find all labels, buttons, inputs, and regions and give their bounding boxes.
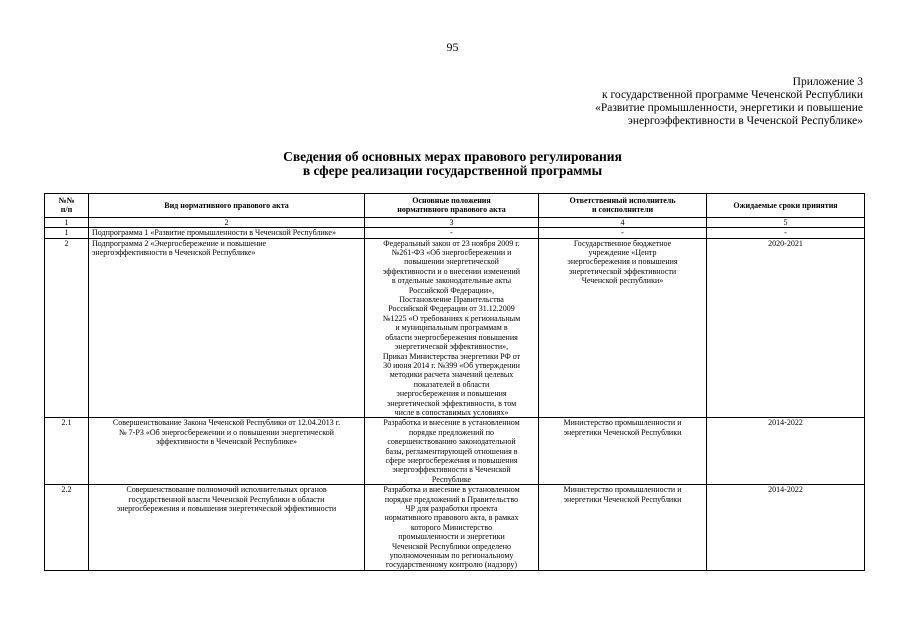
appendix-line-2: к государственной программе Чеченской Республики <box>602 89 863 101</box>
column-number: 4 <box>539 217 707 227</box>
column-number: 3 <box>365 217 539 227</box>
appendix-caption <box>503 76 863 128</box>
row-provisions: - <box>365 228 539 238</box>
row-act-type: Подпрограмма 2 «Энергосбережение и повышение энергоэффективности в Чеченской Республике» <box>89 238 365 418</box>
row-number: 2.1 <box>45 418 89 485</box>
title-line-2: в сфере реализации государственной программы <box>302 163 603 178</box>
row-provisions: Разработка и внесение в установленном порядке предложений в Правительство ЧР для разработки проекта нормативного правового акта, в рамках которого Министерство промышленности и энергетики Чеченской Республики определено уполномоченным по региональному государственному контролю (надзору) <box>365 485 539 571</box>
row-provisions: Разработка и внесение в установленном порядке предложений по совершенствованию законодательной базы, регламентирующей отношения в сфере энергосбережения и повышения энергоэффективности в Чеченской Республике <box>365 418 539 485</box>
document-title <box>0 150 905 178</box>
header-number: №№ п/п <box>45 194 89 218</box>
table-header-row <box>45 194 865 218</box>
header-term: Ожидаемые сроки принятия <box>707 194 865 218</box>
row-term: - <box>707 228 865 238</box>
header-executor: Ответственный исполнитель и соисполнители <box>539 194 707 218</box>
appendix-line-3: «Развитие промышленности, энергетики и повышение <box>595 102 863 114</box>
row-term: 2014-2022 <box>707 485 865 571</box>
column-number: 1 <box>45 217 89 227</box>
appendix-line-1: Приложение 3 <box>792 76 863 88</box>
row-term: 2014-2022 <box>707 418 865 485</box>
column-number: 5 <box>707 217 865 227</box>
row-act-type: Подпрограмма 1 «Развитие промышленности в Чеченской Республике» <box>89 228 365 238</box>
row-act-type: Совершенствование Закона Чеченской Республики от 12.04.2013 г. № 7-РЗ «Об энергосбережении и о повышении энергетической эффективности в Чеченской Республике» <box>89 418 365 485</box>
row-provisions: Федеральный закон от 23 ноября 2009 г. №261-ФЗ «Об энергосбережении и повышении энергетической эффективности и о внесении изменений в отдельные законодательные акты Российской Федерации», Постановление Правительства Российской Федерации от 31.12.2009 №1225 «О требованиях к региональным и муниципальным программам в области энергосбережения повышения энергетической эффективности», Приказ Министерства энергетики РФ от 30 июня 2014 г. №399 «Об утверждении методики расчета значений целевых показателей в области энергосбережения и повышения энергетической эффективности, в том числе в сопоставимых условиях» <box>365 238 539 418</box>
header-act-type: Вид нормативного правового акта <box>89 194 365 218</box>
page-number: 95 <box>446 40 459 54</box>
column-number: 2 <box>89 217 365 227</box>
appendix-line-4: энергоэффективности в Чеченской Республике» <box>627 115 863 127</box>
regulation-table <box>44 193 865 571</box>
table-row <box>45 418 865 485</box>
header-provisions: Основные положения нормативного правового акта <box>365 194 539 218</box>
row-number: 2.2 <box>45 485 89 571</box>
row-number: 1 <box>45 228 89 238</box>
column-numbers-row <box>45 217 865 227</box>
row-executor: Министерство промышленности и энергетики Чеченской Республики <box>539 485 707 571</box>
table-row <box>45 485 865 571</box>
row-executor: - <box>539 228 707 238</box>
row-act-type: Совершенствование полномочий исполнительных органов государственной власти Чеченской Республики в области энергосбережения и повышения энергетической эффективности <box>89 485 365 571</box>
table-row <box>45 228 865 238</box>
row-executor: Министерство промышленности и энергетики Чеченской Республики <box>539 418 707 485</box>
row-term: 2020-2021 <box>707 238 865 418</box>
row-executor: Государственное бюджетное учреждение «Центр энергосбережения и повышения энергетической эффективности Чеченской республики» <box>539 238 707 418</box>
table-row <box>45 238 865 418</box>
row-number: 2 <box>45 238 89 418</box>
title-line-1: Сведения об основных мерах правового регулирования <box>283 149 622 164</box>
